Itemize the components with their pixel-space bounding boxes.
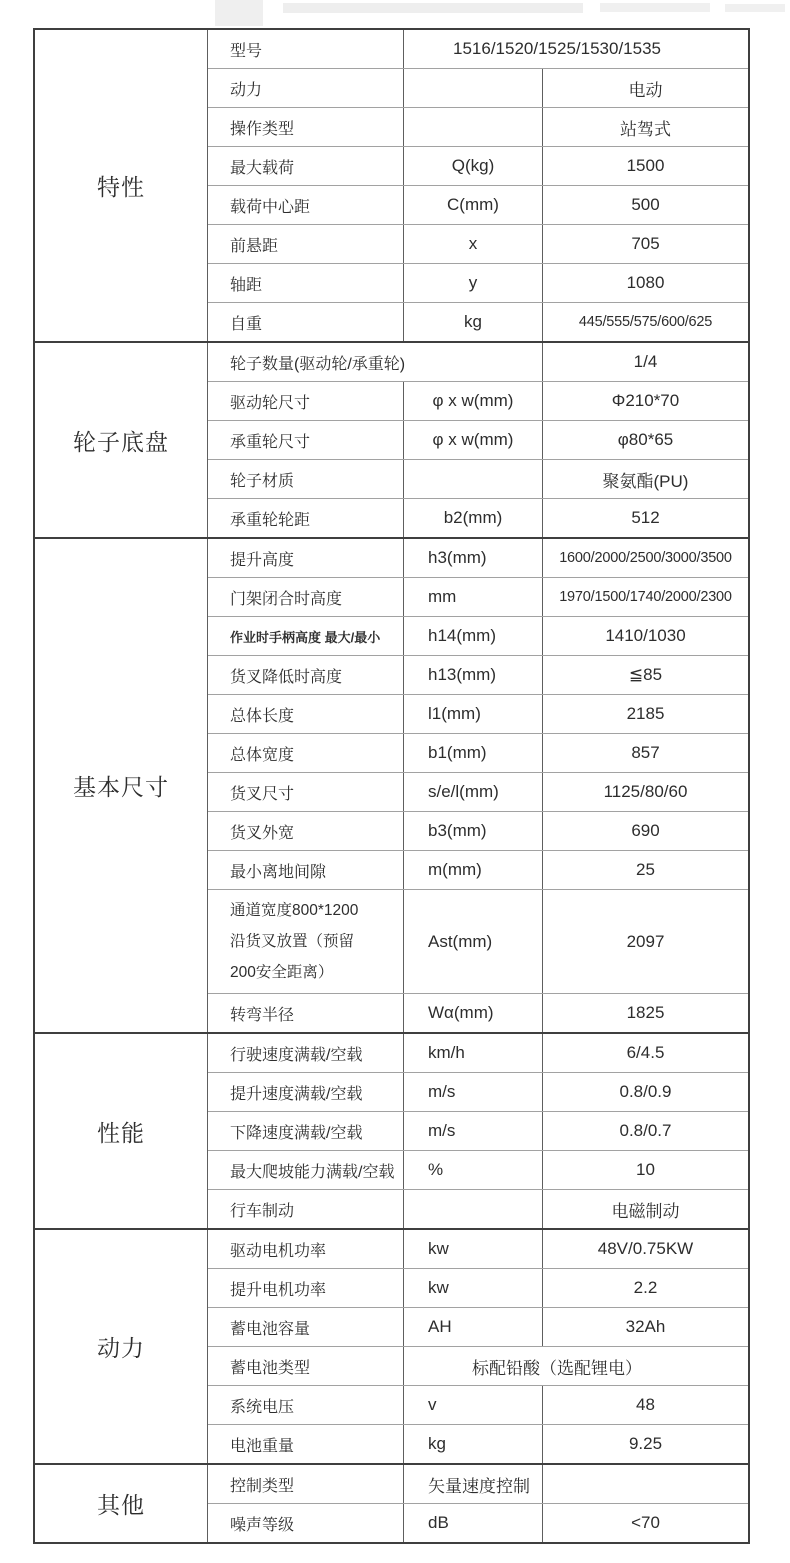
row-value-cell: 2185 bbox=[542, 695, 748, 733]
row-label-cell: 电池重量 bbox=[230, 1437, 295, 1455]
row-label-cell: 最大爬坡能力满载/空载 bbox=[230, 1163, 395, 1181]
spec-row bbox=[208, 68, 748, 107]
row-unit-cell: Ast(mm) bbox=[403, 890, 542, 993]
spec-row bbox=[208, 1268, 748, 1307]
row-unit-cell: Q(kg) bbox=[403, 147, 542, 185]
row-unit-cell: mm bbox=[403, 578, 542, 616]
spec-row bbox=[208, 185, 748, 224]
row-label-cell: 转弯半径 bbox=[230, 1006, 295, 1024]
spec-row bbox=[208, 224, 748, 263]
row-unit-cell: b3(mm) bbox=[403, 812, 542, 850]
row-value-cell: 857 bbox=[542, 734, 748, 772]
row-value-cell: 445/555/575/600/625 bbox=[542, 303, 748, 341]
row-label-cell: 驱动电机功率 bbox=[230, 1242, 327, 1260]
row-unit-cell: AH bbox=[403, 1308, 542, 1346]
row-label-cell: 承重轮尺寸 bbox=[230, 433, 311, 451]
row-unit-cell: % bbox=[403, 1151, 542, 1189]
row-value-cell: 1516/1520/1525/1530/1535 bbox=[403, 30, 748, 68]
row-unit-cell: C(mm) bbox=[403, 186, 542, 224]
spec-row bbox=[208, 539, 748, 577]
spec-section-6 bbox=[35, 1463, 748, 1542]
section-rows bbox=[208, 30, 748, 341]
row-label-cell: 作业时手柄高度 最大/最小 bbox=[230, 629, 381, 645]
row-label-line: 200安全距离） bbox=[230, 964, 334, 981]
row-unit-cell: km/h bbox=[403, 1034, 542, 1072]
row-label-line: 通道宽度800*1200 bbox=[230, 902, 359, 919]
row-label-cell bbox=[208, 890, 403, 993]
top-cutoff-artifact bbox=[725, 4, 785, 12]
row-unit-cell: kw bbox=[403, 1230, 542, 1268]
row-value-cell: 1825 bbox=[542, 994, 748, 1032]
spec-row bbox=[208, 263, 748, 302]
spec-row bbox=[208, 302, 748, 341]
spec-row bbox=[208, 811, 748, 850]
spec-row bbox=[208, 616, 748, 655]
row-label-cell: 驱动轮尺寸 bbox=[230, 394, 311, 412]
section-label: 基本尺寸 bbox=[35, 539, 208, 1032]
row-label-cell: 动力 bbox=[230, 81, 263, 99]
row-label-cell: 自重 bbox=[230, 315, 263, 333]
spec-row bbox=[208, 343, 748, 381]
row-unit-cell: y bbox=[403, 264, 542, 302]
row-value-cell: 705 bbox=[542, 225, 748, 263]
spec-row bbox=[208, 498, 748, 537]
row-value-cell: 1970/1500/1740/2000/2300 bbox=[542, 578, 748, 616]
row-value-cell: 1/4 bbox=[542, 343, 748, 381]
row-label-line: 沿货叉放置（预留 bbox=[230, 933, 355, 950]
row-value-cell: 9.25 bbox=[542, 1425, 748, 1463]
section-rows bbox=[208, 343, 748, 537]
row-label-cell: 前悬距 bbox=[230, 237, 279, 255]
row-unit-cell: m(mm) bbox=[403, 851, 542, 889]
row-unit-cell: kg bbox=[403, 303, 542, 341]
spec-row bbox=[208, 107, 748, 146]
spec-row bbox=[208, 1424, 748, 1463]
row-unit-cell: Wα(mm) bbox=[403, 994, 542, 1032]
spec-row bbox=[208, 772, 748, 811]
row-label-cell: 总体宽度 bbox=[230, 746, 295, 764]
row-unit-cell-empty bbox=[403, 108, 542, 146]
spec-row bbox=[208, 1346, 748, 1385]
row-value-cell: 32Ah bbox=[542, 1308, 748, 1346]
row-unit-cell: v bbox=[403, 1386, 542, 1424]
row-label-cell: 系统电压 bbox=[230, 1398, 295, 1416]
spec-section-2 bbox=[35, 341, 748, 537]
row-label-cell: 轮子数量(驱动轮/承重轮) bbox=[230, 355, 406, 373]
spec-row bbox=[208, 577, 748, 616]
section-rows bbox=[208, 539, 748, 1032]
row-value-cell: 2.2 bbox=[542, 1269, 748, 1307]
row-unit-cell: φ x w(mm) bbox=[403, 421, 542, 459]
row-unit-cell-empty bbox=[403, 69, 542, 107]
spec-row bbox=[208, 733, 748, 772]
row-label-cell: 提升高度 bbox=[230, 551, 295, 569]
row-value-cell: 标配铅酸（选配锂电） bbox=[403, 1347, 748, 1385]
row-unit-cell: m/s bbox=[403, 1073, 542, 1111]
row-value-cell: 48V/0.75KW bbox=[542, 1230, 748, 1268]
row-value-cell: <70 bbox=[542, 1504, 748, 1542]
spec-row bbox=[208, 694, 748, 733]
section-label: 其他 bbox=[35, 1465, 208, 1542]
row-unit-cell-empty bbox=[403, 1190, 542, 1228]
row-unit-cell: kw bbox=[403, 1269, 542, 1307]
spec-row bbox=[208, 381, 748, 420]
row-unit-cell: φ x w(mm) bbox=[403, 382, 542, 420]
row-unit-cell: m/s bbox=[403, 1112, 542, 1150]
row-unit-cell: 矢量速度控制 bbox=[403, 1465, 542, 1503]
section-rows bbox=[208, 1034, 748, 1228]
section-label: 特性 bbox=[35, 30, 208, 341]
row-value-cell: 500 bbox=[542, 186, 748, 224]
row-label-cell: 货叉外宽 bbox=[230, 824, 295, 842]
spec-row bbox=[208, 993, 748, 1032]
row-value-cell: 电动 bbox=[542, 69, 748, 107]
spec-section-3 bbox=[35, 537, 748, 1032]
row-label-cell: 下降速度满载/空载 bbox=[230, 1124, 363, 1142]
row-unit-cell: l1(mm) bbox=[403, 695, 542, 733]
row-unit-cell-empty bbox=[403, 460, 542, 498]
row-label-cell: 噪声等级 bbox=[230, 1516, 295, 1534]
row-value-cell: 0.8/0.9 bbox=[542, 1073, 748, 1111]
spec-section-5 bbox=[35, 1228, 748, 1463]
spec-row bbox=[208, 1230, 748, 1268]
row-label-cell: 提升速度满载/空载 bbox=[230, 1085, 363, 1103]
row-value-cell: 10 bbox=[542, 1151, 748, 1189]
spec-row bbox=[208, 1189, 748, 1228]
spec-row bbox=[208, 889, 748, 993]
row-unit-cell: h14(mm) bbox=[403, 617, 542, 655]
spec-table bbox=[33, 28, 750, 1544]
row-label-cell: 控制类型 bbox=[230, 1477, 295, 1495]
row-unit-cell: b2(mm) bbox=[403, 499, 542, 537]
row-value-cell: 聚氨酯(PU) bbox=[542, 460, 748, 498]
row-value-cell: 25 bbox=[542, 851, 748, 889]
row-label-cell: 型号 bbox=[230, 42, 263, 60]
row-value-cell: 0.8/0.7 bbox=[542, 1112, 748, 1150]
row-value-cell: 48 bbox=[542, 1386, 748, 1424]
top-cutoff-artifact bbox=[215, 0, 263, 26]
row-label-cell: 轮子材质 bbox=[230, 472, 295, 490]
spec-row bbox=[208, 850, 748, 889]
row-unit-cell: h13(mm) bbox=[403, 656, 542, 694]
row-label-cell: 货叉降低时高度 bbox=[230, 668, 343, 686]
section-rows bbox=[208, 1465, 748, 1542]
row-value-cell: 1125/80/60 bbox=[542, 773, 748, 811]
section-label: 性能 bbox=[35, 1034, 208, 1228]
spec-row bbox=[208, 1503, 748, 1542]
section-rows bbox=[208, 1230, 748, 1463]
row-label-cell: 货叉尺寸 bbox=[230, 785, 295, 803]
row-value-cell: 1410/1030 bbox=[542, 617, 748, 655]
spec-section-4 bbox=[35, 1032, 748, 1228]
spec-row bbox=[208, 459, 748, 498]
row-value-cell-empty bbox=[542, 1465, 748, 1503]
row-label-cell: 总体长度 bbox=[230, 707, 295, 725]
row-value-cell: 1600/2000/2500/3000/3500 bbox=[542, 539, 748, 577]
row-label-cell: 轴距 bbox=[230, 276, 263, 294]
spec-row bbox=[208, 146, 748, 185]
row-label-cell: 提升电机功率 bbox=[230, 1281, 327, 1299]
spec-row bbox=[208, 420, 748, 459]
spec-row bbox=[208, 655, 748, 694]
spec-row bbox=[208, 1307, 748, 1346]
row-unit-cell: kg bbox=[403, 1425, 542, 1463]
row-label-cell: 蓄电池类型 bbox=[230, 1359, 311, 1377]
row-value-cell: ≦85 bbox=[542, 656, 748, 694]
spec-row bbox=[208, 1465, 748, 1503]
spec-row bbox=[208, 1034, 748, 1072]
row-label-cell: 载荷中心距 bbox=[230, 198, 311, 216]
row-label-cell: 门架闭合时高度 bbox=[230, 590, 343, 608]
row-label-cell: 行驶速度满载/空载 bbox=[230, 1046, 363, 1064]
row-value-cell: 512 bbox=[542, 499, 748, 537]
section-label: 动力 bbox=[35, 1230, 208, 1463]
row-unit-cell: h3(mm) bbox=[403, 539, 542, 577]
row-label-cell: 承重轮轮距 bbox=[230, 511, 311, 529]
top-cutoff-artifact bbox=[283, 3, 583, 13]
spec-section-1 bbox=[35, 30, 748, 341]
row-unit-cell: b1(mm) bbox=[403, 734, 542, 772]
top-cutoff-artifact bbox=[600, 3, 710, 12]
section-label: 轮子底盘 bbox=[35, 343, 208, 537]
row-unit-cell: s/e/l(mm) bbox=[403, 773, 542, 811]
row-value-cell: 2097 bbox=[542, 890, 748, 993]
row-label-cell: 最小离地间隙 bbox=[230, 863, 327, 881]
row-unit-cell: dB bbox=[403, 1504, 542, 1542]
spec-row bbox=[208, 1150, 748, 1189]
row-label-cell: 操作类型 bbox=[230, 120, 295, 138]
row-value-cell: 1500 bbox=[542, 147, 748, 185]
row-unit-cell: x bbox=[403, 225, 542, 263]
row-value-cell: φ80*65 bbox=[542, 421, 748, 459]
row-value-cell: 1080 bbox=[542, 264, 748, 302]
row-value-cell: Φ210*70 bbox=[542, 382, 748, 420]
row-value-cell: 690 bbox=[542, 812, 748, 850]
spec-row bbox=[208, 1111, 748, 1150]
spec-row bbox=[208, 30, 748, 68]
row-value-cell: 站驾式 bbox=[542, 108, 748, 146]
spec-row bbox=[208, 1072, 748, 1111]
row-label-cell: 蓄电池容量 bbox=[230, 1320, 311, 1338]
row-label-cell: 行车制动 bbox=[230, 1202, 295, 1220]
row-value-cell: 6/4.5 bbox=[542, 1034, 748, 1072]
spec-row bbox=[208, 1385, 748, 1424]
row-label-cell: 最大载荷 bbox=[230, 159, 295, 177]
row-value-cell: 电磁制动 bbox=[542, 1190, 748, 1228]
